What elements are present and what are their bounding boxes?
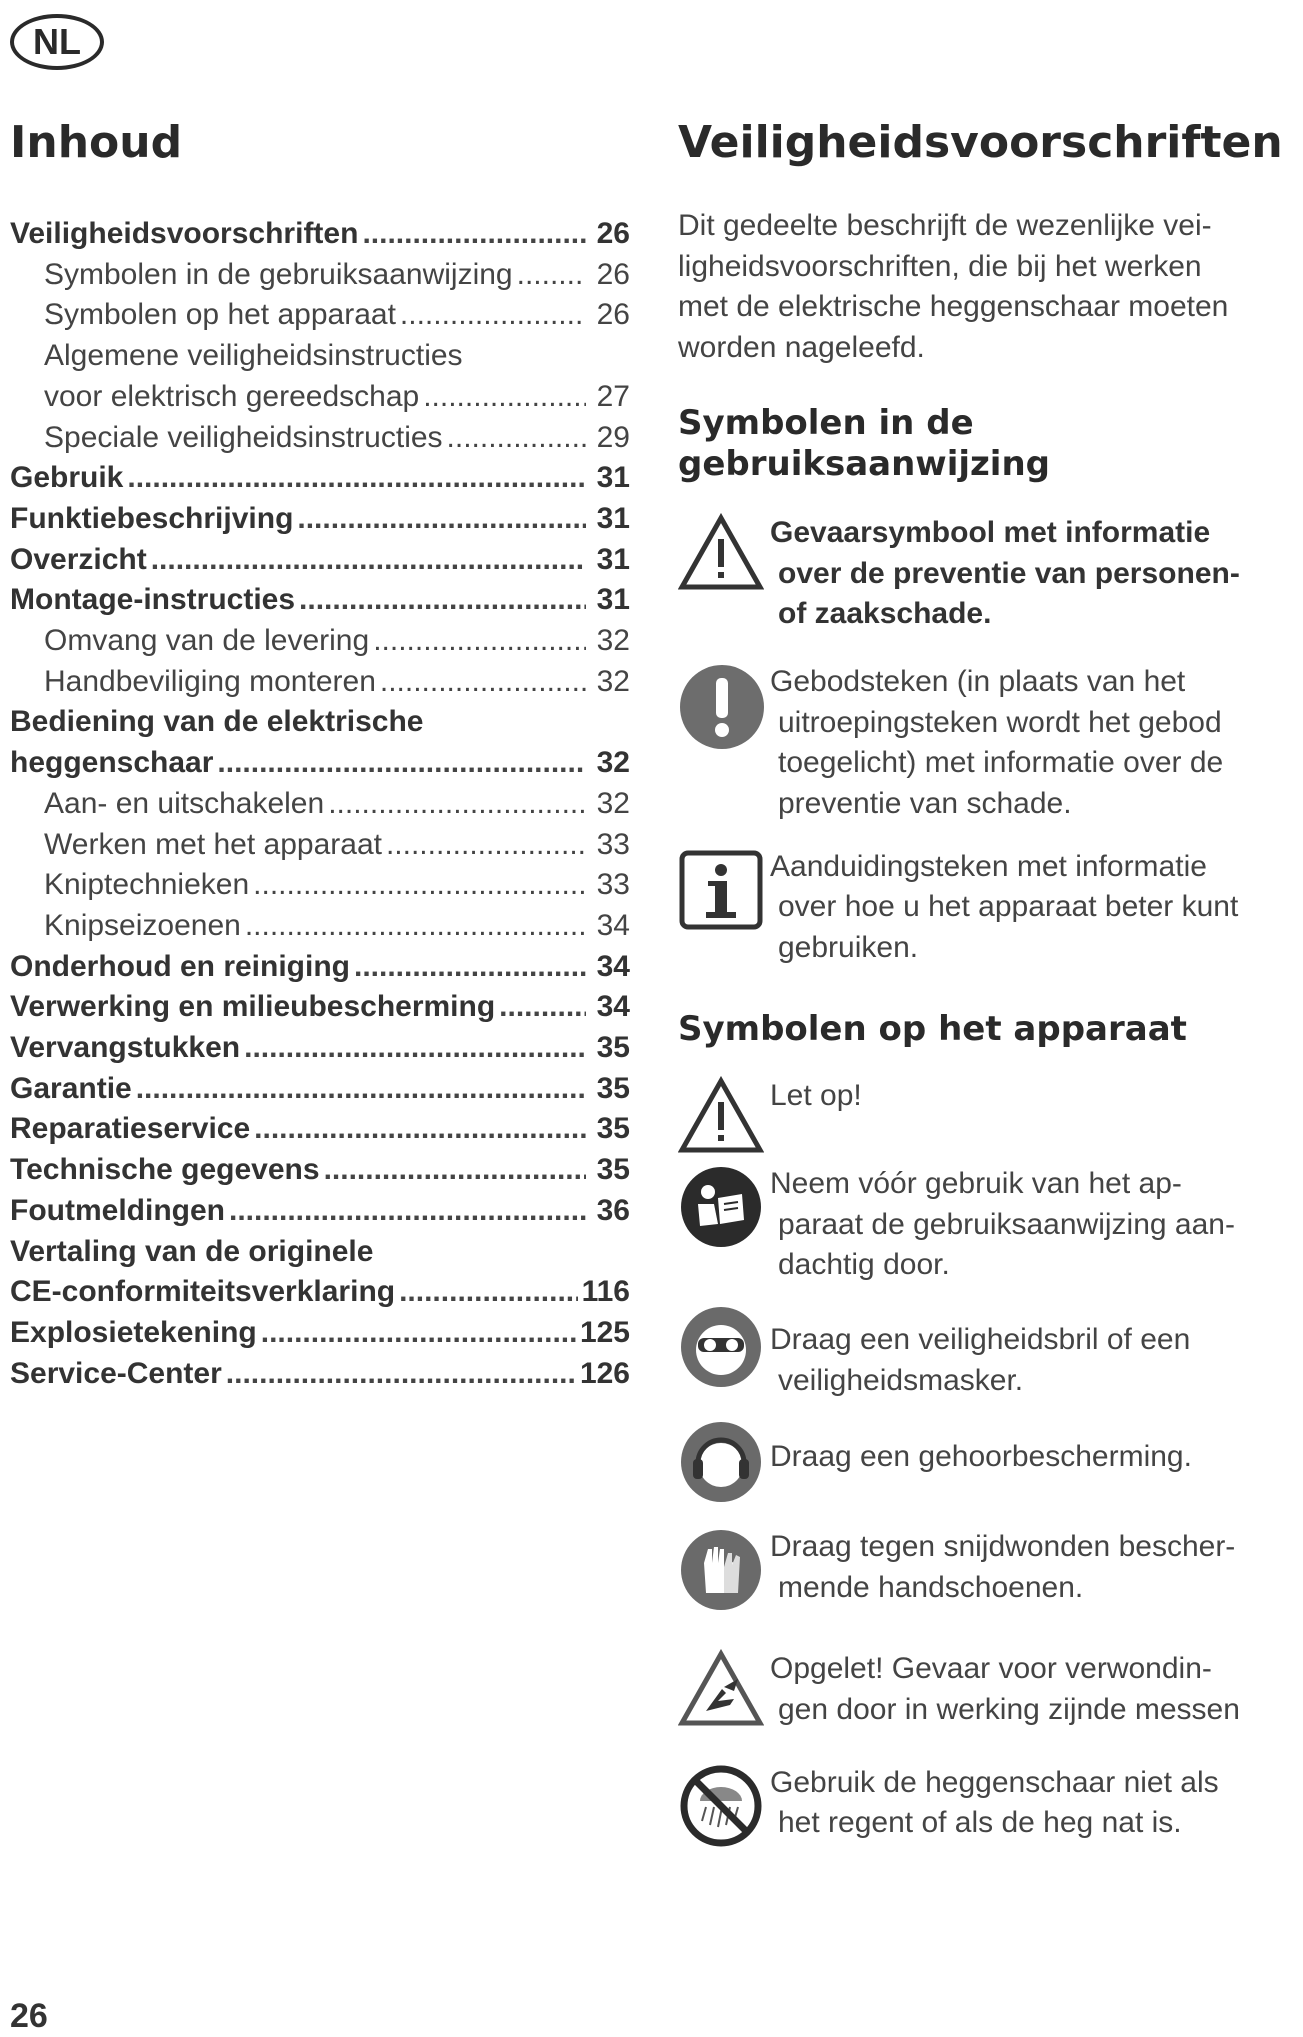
toc-leader-dots [324,1150,586,1191]
toc-entry [10,1272,630,1313]
toc-leader-dots [373,621,586,662]
device-symbol-text [770,1164,1235,1286]
symbol-text-line: veiligheidsmasker. [778,1363,1024,1397]
toc-entry [10,458,630,499]
symbol-text-line: toegelicht) met informatie over de [778,746,1224,780]
read-manual-icon [678,1164,770,1250]
toc-leader-dots [127,458,586,499]
symbol-text-line: Gebodsteken (in plaats van het [770,664,1186,698]
toc-entry [10,906,630,947]
toc-entry-page: 31 [596,583,630,617]
toc-entry-title: Aan- en uitschakelen [44,786,325,820]
intro-line: Dit gedeelte beschrijft de wezenlijke vei- [678,209,1212,242]
symbol-text-line: uitroepingsteken wordt het gebod [778,705,1222,739]
toc-entry [10,1109,630,1150]
toc-entry [10,621,630,662]
toc-entry-title: Vervangstukken [10,1031,241,1065]
toc-leader-dots [354,947,586,988]
manual-symbol-mandatory [678,662,1303,825]
no-rain-icon [678,1763,770,1849]
toc-leader-dots [151,540,586,581]
manual-symbol-text [770,662,1223,825]
toc-leader-dots [328,784,586,825]
toc-leader-dots [299,580,586,621]
toc-entry [10,825,630,866]
toc-entry-page: 34 [596,949,630,983]
toc-entry-title: Omvang van de levering [44,624,370,658]
toc-leader-dots [136,1069,586,1110]
device-symbol-ear-protection [678,1419,1303,1505]
toc-entry [10,947,630,988]
symbol-text-line: over de preventie van personen- [778,556,1240,590]
toc-entry-title: Kniptechnieken [44,868,250,902]
toc-entry [10,295,630,336]
toc-entry-title: Verwerking en milieubescherming [10,990,496,1024]
toc-column [10,110,630,1394]
toc-leader-dots [245,906,586,947]
toc-entry-page: 34 [596,990,630,1024]
toc-entry-title: CE-conformiteitsverklaring [10,1275,396,1309]
manual-symbol-text [770,847,1238,969]
toc-entry [10,662,630,703]
symbol-text-line: Draag een gehoorbescherming. [770,1440,1192,1474]
device-symbol-gloves [678,1527,1303,1613]
safety-intro [678,206,1303,369]
device-symbol-text [770,1076,862,1117]
toc-entry [10,1069,630,1110]
toc-entry-page: 29 [596,420,630,454]
toc-leader-dots [423,377,586,418]
toc-entry-page: 116 [581,1275,630,1309]
manual-symbols-heading-line: Symbolen in de [678,402,974,443]
device-symbol-text [770,1419,1192,1478]
toc-leader-dots [253,865,586,906]
toc-entry [10,1191,630,1232]
toc-entry [10,702,630,743]
toc-entry [10,377,630,418]
toc-entry-title: Symbolen in de gebruiksaanwijzing [44,257,513,291]
warning-triangle-icon [678,513,770,593]
toc-entry-title: Explosietekening [10,1315,257,1349]
toc-leader-dots [399,1272,578,1313]
safety-column [678,110,1303,1849]
toc-leader-dots [297,499,586,540]
toc-entry-page: 36 [596,1193,630,1227]
device-symbol-text [770,1649,1240,1730]
toc-entry-page: 126 [579,1356,630,1390]
toc-entry [10,540,630,581]
toc-entry-title: Veiligheidsvoorschriften [10,217,359,250]
toc-entry-page: 34 [596,908,630,942]
symbol-text-line: Let op! [770,1078,862,1112]
device-symbol-text [770,1304,1190,1401]
toc-entry-title: Algemene veiligheidsinstructies [44,339,463,373]
intro-line: ligheidsvoorschriften, die bij het werken [678,249,1202,283]
ear-protection-icon [678,1419,770,1505]
toc-entry [10,418,630,459]
symbol-text-line: Neem vóór gebruik van het ap- [770,1166,1182,1200]
toc-entry-page: 35 [596,1071,630,1105]
device-symbol-text [770,1763,1219,1844]
symbol-text-line: mende handschoenen. [778,1571,1084,1605]
symbol-text-line: Aanduidingsteken met informatie [770,849,1207,883]
toc-entry-page: 26 [596,217,630,250]
toc-entry-title: Onderhoud en reiniging [10,949,350,983]
toc-entry-page: 33 [596,868,630,902]
toc-entry-page: 32 [596,624,630,658]
device-symbols-heading: Symbolen op het apparaat [678,1008,1187,1049]
symbol-text-line: Gevaarsymbool met informatie [770,515,1211,549]
toc-entry-title: Overzicht [10,542,147,576]
symbol-text-line: gen door in werking zijnde messen [778,1693,1240,1727]
toc-entry-title: Speciale veiligheidsinstructies [44,420,443,454]
toc-entry-page: 32 [596,786,630,820]
symbol-text-line: over hoe u het apparaat beter kunt [778,890,1239,924]
toc-entry-title: heggenschaar [10,746,214,780]
toc-entry-page: 26 [596,257,630,291]
toc-leader-dots [261,1313,576,1354]
toc-entry-title: Bediening van de elektrische [10,705,424,739]
device-symbol-blade-hazard [678,1649,1303,1730]
toc-entry-title: Foutmeldingen [10,1193,225,1227]
toc-entry [10,1313,630,1354]
device-symbol-attention [678,1076,1303,1156]
toc-entry-title: Reparatieservice [10,1112,251,1146]
toc-entry [10,784,630,825]
toc-leader-dots [244,1028,586,1069]
toc-entry-title: Montage-instructies [10,583,296,617]
symbol-text-line: dachtig door. [778,1248,950,1282]
toc-leader-dots [499,987,586,1028]
toc-entry [10,743,630,784]
toc-leader-dots [386,825,586,866]
gloves-icon [678,1527,770,1613]
toc-entry-page: 31 [596,542,630,576]
toc-heading: Inhoud [10,117,183,168]
symbol-text-line: of zaakschade. [778,597,992,631]
toc-leader-dots [362,214,586,255]
toc-leader-dots [517,255,586,296]
symbol-text-line: Draag tegen snijdwonden bescher- [770,1530,1236,1564]
warning-triangle-icon [678,1076,770,1156]
toc-entry [10,865,630,906]
toc-entry [10,499,630,540]
device-symbol-read-manual [678,1164,1303,1286]
toc-entry-page: 31 [596,461,630,495]
toc-entry-page: 26 [596,298,630,332]
toc-entry [10,336,630,377]
toc-leader-dots [380,662,586,703]
toc-leader-dots [400,295,586,336]
toc-entry [10,580,630,621]
toc-entry-page: 35 [596,1112,630,1146]
manual-symbol-danger [678,513,1303,635]
device-symbol-text [770,1527,1235,1608]
symbol-text-line: preventie van schade. [778,787,1072,821]
toc-entry-title: Funktiebeschrijving [10,501,294,535]
toc-leader-dots [229,1191,586,1232]
symbol-text-line: paraat de gebruiksaanwijzing aan- [778,1207,1235,1241]
toc-entry-title: Handbeviliging monteren [44,664,376,698]
toc-entry-page: 33 [596,827,630,861]
safety-heading: Veiligheidsvoorschriften [678,117,1283,168]
manual-symbol-text [770,513,1240,635]
manual-symbol-info [678,847,1303,969]
toc-entry-page: 32 [596,746,630,780]
toc-entry [10,255,630,296]
toc-leader-dots [447,418,586,459]
toc-entry-page: 32 [596,664,630,698]
toc-list [10,214,630,1394]
toc-leader-dots [217,743,586,784]
manual-symbols-heading [678,403,1303,485]
device-symbol-goggles [678,1304,1303,1401]
toc-entry [10,1150,630,1191]
toc-entry-title: Symbolen op het apparaat [44,298,396,332]
device-symbol-no-rain [678,1763,1303,1849]
exclamation-circle-icon [678,662,770,752]
toc-entry-page: 35 [596,1031,630,1065]
toc-entry-title: Werken met het apparaat [44,827,382,861]
toc-entry [10,1028,630,1069]
toc-entry-title: Garantie [10,1071,132,1105]
intro-line: met de elektrische heggenschaar moeten [678,290,1229,324]
symbol-text-line: Draag een veiligheidsbril of een [770,1322,1191,1356]
toc-entry [10,1232,630,1273]
manual-symbols-heading-line: gebruiksaanwijzing [678,443,1051,484]
symbol-text-line: gebruiken. [778,931,919,965]
toc-entry-page: 27 [596,379,630,413]
toc-leader-dots [254,1109,586,1150]
page-number: 26 [10,1997,48,2035]
toc-entry-title: Technische gegevens [10,1153,320,1187]
toc-entry-page: 125 [579,1315,630,1349]
toc-entry-title: voor elektrisch gereedschap [44,379,420,413]
symbol-text-line: het regent of als de heg nat is. [778,1806,1182,1840]
symbol-text-line: Opgelet! Gevaar voor verwondin- [770,1652,1212,1686]
toc-entry [10,1354,630,1395]
toc-entry-title: Vertaling van de originele [10,1234,374,1268]
toc-entry-title: Service-Center [10,1356,222,1390]
toc-entry-title: Knipseizoenen [44,908,241,942]
intro-line: worden nageleefd. [678,331,925,365]
info-box-icon [678,847,770,933]
toc-leader-dots [226,1354,576,1395]
toc-entry-title: Gebruik [10,461,124,495]
toc-entry [10,987,630,1028]
language-badge: NL [10,14,104,70]
blade-hazard-icon [678,1649,770,1729]
toc-entry-page: 35 [596,1153,630,1187]
toc-entry-page: 31 [596,501,630,535]
symbol-text-line: Gebruik de heggenschaar niet als [770,1765,1219,1799]
toc-entry [10,214,630,255]
safety-goggles-icon [678,1304,770,1390]
